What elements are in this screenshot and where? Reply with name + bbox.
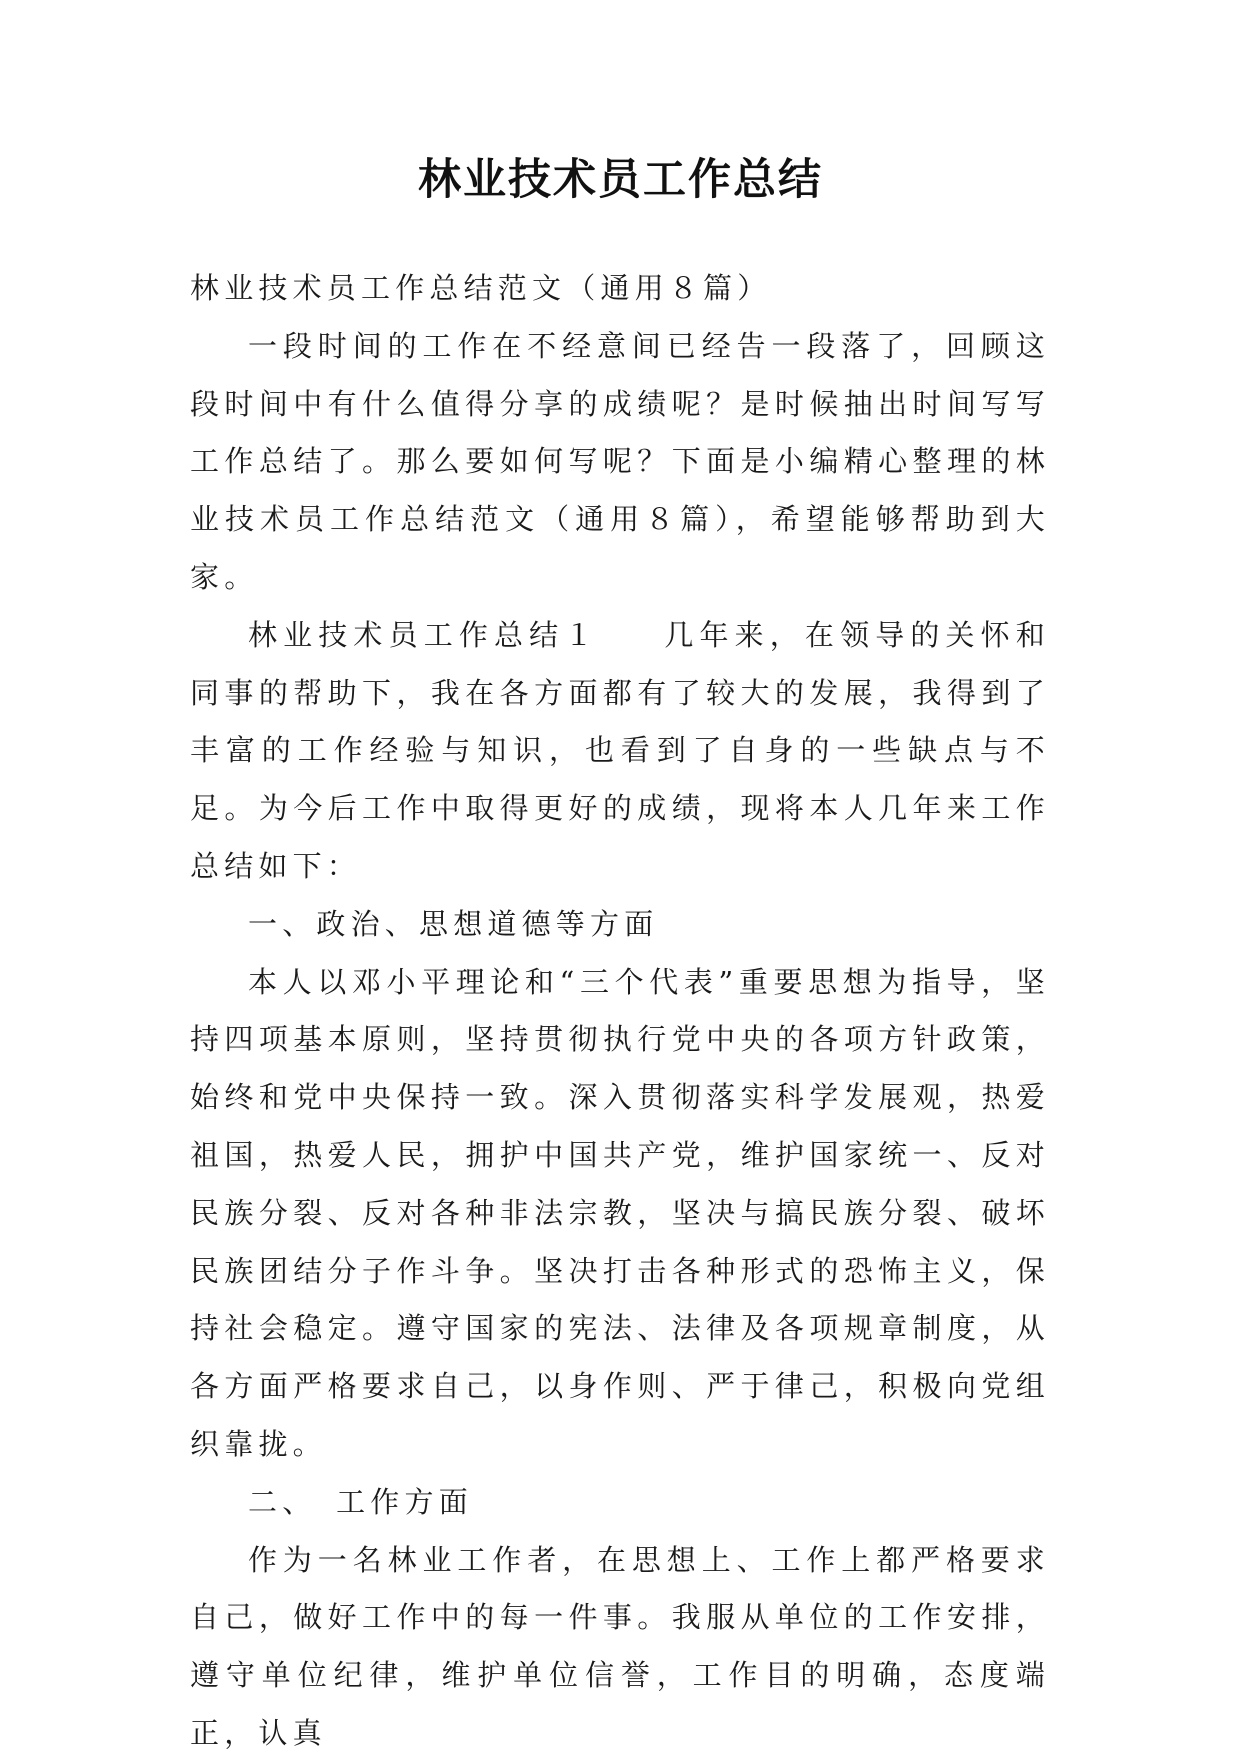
heading-politics: 一、政治、思想道德等方面 [248, 906, 659, 941]
section-1-paragraph [190, 607, 1050, 896]
section-1-label: 林业技术员工作总结１ [248, 617, 600, 652]
intro-paragraph: 一段时间的工作在不经意间已经告一段落了，回顾这段时间中有什么值得分享的成绩呢？是时候抽出时间写写工作总结了。那么要如何写呢？下面是小编精心整理的林业技术员工作总结范文（通用８篇），希望能够帮助到大家。 [190, 328, 1050, 594]
document-title: 林业技术员工作总结 [418, 155, 823, 205]
document-subtitle: 林业技术员工作总结范文（通用８篇） [190, 271, 772, 305]
politics-paragraph: 本人以邓小平理论和“三个代表”重要思想为指导，坚持四项基本原则，坚持贯彻执行党中央的各项方针政策，始终和党中央保持一致。深入贯彻落实科学发展观，热爱祖国，热爱人民，拥护中国共产党，维护国家统一、反对民族分裂、反对各种非法宗教，坚决与搞民族分裂、破坏民族团结分子作斗争。坚决打击各种形式的恐怖主义，保持社会稳定。遵守国家的宪法、法律及各项规章制度，从各方面严格要求自己，以身作则、严于律己，积极向党组织靠拢。 [190, 964, 1050, 1461]
section-1-text: 几年来，在领导的关怀和同事的帮助下，我在各方面都有了较大的发展，我得到了丰富的工作经验与知识，也看到了自身的一些缺点与不足。为今后工作中取得更好的成绩，现将本人几年来工作总结如下： [190, 617, 1050, 883]
heading-work: 二、 工作方面 [248, 1484, 473, 1519]
document-body [190, 260, 1050, 1763]
work-paragraph: 作为一名林业工作者，在思想上、工作上都严格要求自己，做好工作中的每一件事。我服从单位的工作安排，遵守单位纪律，维护单位信誉，工作目的明确，态度端正，认真 [190, 1542, 1050, 1750]
